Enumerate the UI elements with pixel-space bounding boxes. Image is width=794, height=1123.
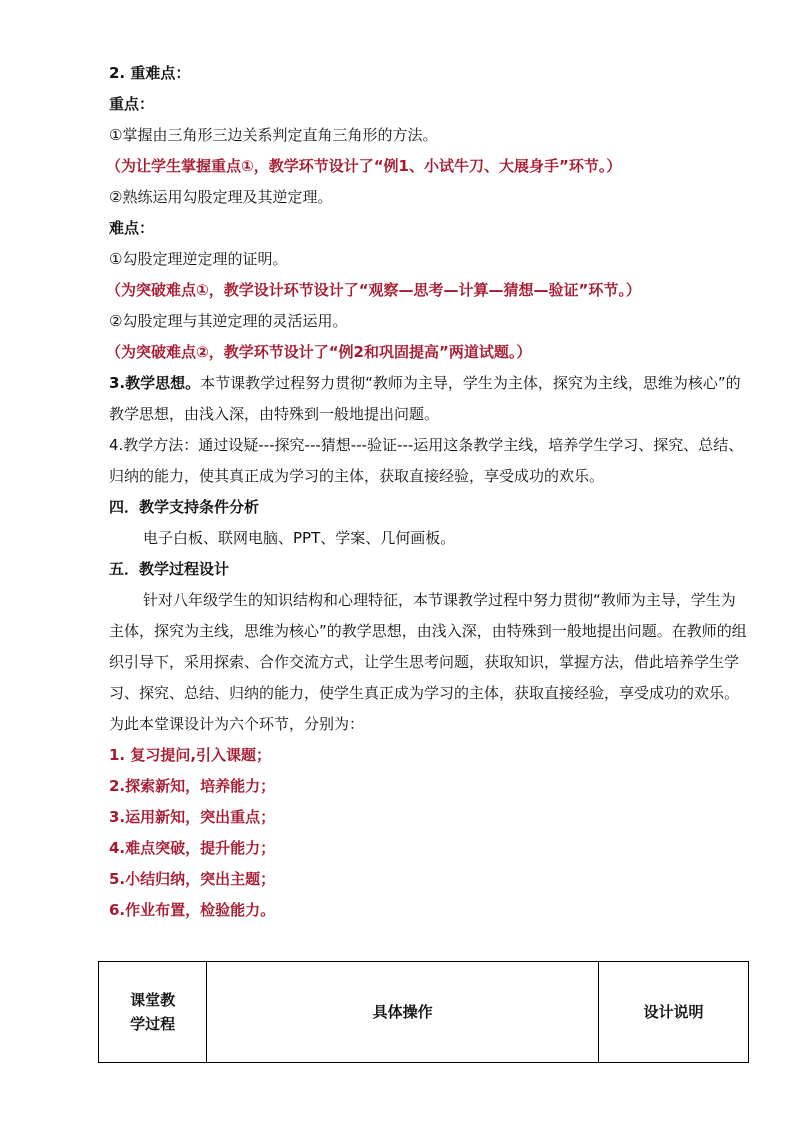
difficult-point-1: ①勾股定理逆定理的证明。 [109,250,288,268]
process-paragraph: 针对八年级学生的知识结构和心理特征，本节课教学过程中努力贯彻“教师为主导，学生为主体，探究为主线，思维为核心”的教学思想，由浅入深，由特殊到一般地提出问题。在教师的组织引导下，采用探索、合作交流方式，让学生思考问题，获取知识，掌握方法，借此培养学生学习、探究、总结、归纳的能力，使学生真正成为学习的主体，获取直接经验，享受成功的欢乐。为此本堂课设计为六个环节，分别为： [109,591,747,733]
header-explanation: 设计说明 [643,1003,704,1021]
header-process-cell [99,962,207,1063]
step-3: 3.运用新知，突出重点； [109,808,276,826]
header-explanation-cell [598,962,748,1063]
difficult-point-2: ②勾股定理与其逆定理的灵活运用。 [109,312,348,330]
header-operation: 具体操作 [372,1003,433,1021]
difficult-point-2-note: （为突破难点②，教学环节设计了“例2和巩固提高”两道试题。） [106,343,532,361]
header-operation-cell [207,962,599,1063]
difficult-label: 难点： [109,219,155,237]
key-point-2: ②熟练运用勾股定理及其逆定理。 [109,188,333,206]
key-point-1-note: （为让学生掌握重点①，教学环节设计了“例1、小试牛刀、大展身手”环节。） [106,157,622,175]
support-heading: 四．教学支持条件分析 [109,498,260,516]
difficult-point-1-note: （为突破难点①，教学设计环节设计了“观察—思考—计算—猜想—验证”环节。） [106,281,641,299]
document-body [106,58,749,926]
key-point-1: ①掌握由三角形三边关系判定直角三角形的方法。 [109,126,438,144]
teaching-thought-text: 本节课教学过程努力贯彻“教师为主导，学生为主体，探究为主线，思维为核心”的教学思想，由浅入深，由特殊到一般地提出问题。 [109,374,741,423]
process-table [98,961,749,1063]
step-1: 1. 复习提问,引入课题； [109,746,272,764]
step-6: 6.作业布置，检验能力。 [109,901,276,919]
step-4: 4.难点突破，提升能力； [109,839,276,857]
teaching-thought-heading: 3.教学思想。 [109,374,201,392]
header-process: 课堂教学过程 [130,991,176,1033]
support-text: 电子白板、联网电脑、PPT、学案、几何画板。 [143,529,456,547]
key-label: 重点： [109,95,155,113]
table-header-row [99,962,749,1063]
teaching-method-paragraph: 4.教学方法：通过设疑---探究---猜想---验证---运用这条教学主线，培养学生学习、探究、总结、归纳的能力，使其真正成为学习的主体，获取直接经验，享受成功的欢乐。 [109,436,744,485]
step-2: 2.探索新知，培养能力； [109,777,276,795]
process-heading: 五．教学过程设计 [109,560,230,578]
step-5: 5.小结归纳，突出主题； [109,870,276,888]
teaching-thought-paragraph [109,368,749,430]
key-points-heading: 2. 重难点： [109,64,191,82]
